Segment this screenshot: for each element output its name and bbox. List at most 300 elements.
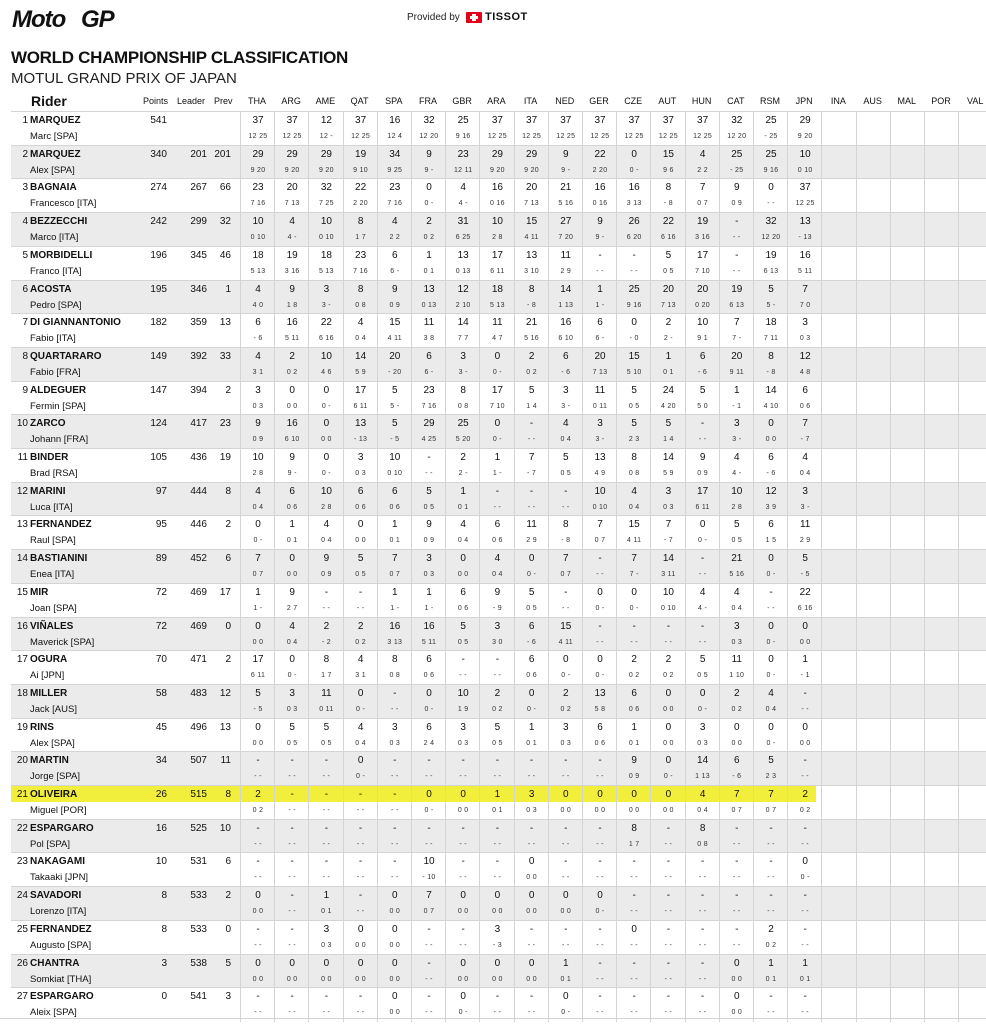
- race-split-points: - -: [391, 773, 399, 781]
- race-total-points: 16: [799, 249, 811, 261]
- race-cell-mal: [890, 584, 924, 618]
- race-split-points: 3 13: [626, 200, 642, 208]
- rider-gap-to-leader: 533: [190, 923, 207, 935]
- rider-gap-to-leader: 201: [190, 148, 207, 160]
- race-cell-por: [924, 247, 958, 281]
- race-total-points: 10: [491, 216, 503, 228]
- race-cell-por: [924, 146, 958, 180]
- race-cell-ame: [308, 887, 342, 921]
- rider-surname: DI GIANNANTONIO: [30, 317, 121, 329]
- row-position: 12: [16, 485, 28, 497]
- race-total-points: -: [427, 755, 431, 767]
- race-total-points: -: [735, 216, 739, 228]
- race-total-points: 2: [665, 317, 672, 329]
- race-cell-por: [924, 179, 958, 213]
- race-cell-ita: [514, 449, 548, 483]
- rider-points: 124: [150, 418, 167, 430]
- race-cell-aus: [856, 348, 890, 382]
- rider-points: 89: [155, 553, 167, 565]
- rider-gap-to-previous: 23: [219, 418, 231, 430]
- race-cell-ned: [548, 887, 582, 921]
- race-cell-spa: [377, 719, 411, 753]
- race-total-points: -: [666, 822, 671, 834]
- race-total-points: 8: [460, 384, 466, 396]
- race-cell-ara: [479, 887, 513, 921]
- race-cell-ned: [548, 752, 582, 786]
- race-total-points: 0: [528, 687, 535, 699]
- race-split-points: - -: [322, 807, 331, 814]
- race-split-points: 0 -: [595, 604, 605, 612]
- race-total-points: 37: [252, 115, 264, 126]
- race-total-points: 0: [460, 789, 466, 800]
- race-total-points: 4: [699, 586, 706, 598]
- race-total-points: 2: [289, 350, 295, 362]
- race-cell-ita: [514, 112, 548, 146]
- rider-surname: MARTIN: [30, 755, 69, 767]
- race-cell-hun: [685, 618, 719, 652]
- race-cell-qat: [343, 955, 377, 989]
- race-total-points: 10: [252, 452, 264, 463]
- race-cell-val: [958, 314, 986, 348]
- race-cell-ame: [308, 618, 342, 652]
- race-cell-rsm: [753, 314, 787, 348]
- race-cell-ara: [479, 179, 513, 213]
- race-cell-ara: [479, 213, 513, 247]
- race-total-points: 3: [494, 923, 501, 935]
- race-cell-arg: [274, 483, 308, 517]
- race-total-points: 10: [320, 350, 332, 362]
- race-split-points: 0 0: [252, 908, 264, 916]
- race-split-points: 12 25: [624, 133, 644, 140]
- race-cell-ita: [514, 955, 548, 989]
- race-cell-ger: [582, 179, 616, 213]
- rider-surname: SAVADORI: [30, 890, 82, 902]
- race-total-points: -: [700, 957, 705, 969]
- race-split-points: 4 20: [660, 402, 676, 410]
- race-split-points: 0 2: [628, 672, 640, 680]
- race-cell-cze: [616, 820, 650, 854]
- race-split-points: - -: [391, 874, 399, 882]
- race-cell-ina: [821, 786, 855, 820]
- race-cell-por: [924, 820, 958, 854]
- race-split-points: 7 13: [524, 200, 539, 208]
- race-split-points: 0 4: [560, 436, 572, 444]
- race-total-points: 3: [528, 789, 535, 800]
- race-split-points: 0 0: [663, 705, 674, 713]
- race-total-points: 9: [494, 586, 501, 598]
- race-cell-ara: [479, 483, 513, 517]
- race-split-points: 0 0: [526, 975, 537, 983]
- race-total-points: -: [393, 789, 397, 800]
- race-total-points: -: [735, 856, 739, 868]
- race-split-points: - -: [493, 1009, 502, 1017]
- race-cell-arg: [274, 955, 308, 989]
- race-total-points: 4: [357, 654, 364, 666]
- race-cell-tha: [240, 921, 274, 955]
- race-cell-fra: [411, 483, 445, 517]
- race-cell-ned: [548, 247, 582, 281]
- race-split-points: 0 -: [766, 638, 776, 646]
- race-cell-jpn: [787, 988, 821, 1022]
- race-cell-gbr: [445, 853, 479, 887]
- race-total-points: -: [735, 923, 739, 935]
- race-split-points: - -: [801, 1009, 809, 1017]
- race-cell-ina: [821, 584, 855, 618]
- race-cell-ger: [582, 415, 616, 449]
- race-cell-arg: [274, 618, 308, 652]
- race-split-points: 0 3: [389, 739, 401, 747]
- race-split-points: - -: [562, 840, 570, 848]
- race-total-points: -: [564, 923, 568, 935]
- sponsor-logo: TISSOT: [485, 11, 528, 23]
- race-split-points: 0 20: [695, 301, 710, 309]
- race-split-points: - -: [493, 672, 502, 680]
- race-cell-cat: [719, 415, 753, 449]
- race-cell-gbr: [445, 516, 479, 550]
- race-total-points: 10: [662, 586, 674, 598]
- race-cell-ame: [308, 382, 342, 416]
- race-cell-ned: [548, 651, 582, 685]
- race-total-points: 37: [286, 115, 298, 126]
- row-position: 22: [16, 822, 28, 834]
- race-total-points: 5: [665, 249, 672, 261]
- race-cell-ara: [479, 853, 513, 887]
- race-total-points: 0: [665, 755, 672, 767]
- race-total-points: -: [564, 856, 568, 868]
- race-total-points: 0: [597, 789, 603, 800]
- race-cell-cze: [616, 853, 650, 887]
- race-total-points: -: [324, 586, 329, 598]
- race-cell-rsm: [753, 685, 787, 719]
- race-split-points: 0 6: [423, 672, 435, 680]
- race-total-points: 0: [734, 957, 740, 969]
- race-cell-jpn: [787, 955, 821, 989]
- race-cell-jpn: [787, 179, 821, 213]
- race-total-points: 5: [699, 384, 706, 396]
- race-total-points: 37: [697, 115, 709, 126]
- race-split-points: - -: [630, 941, 638, 949]
- race-split-points: 0 0: [663, 807, 674, 814]
- race-total-points: 29: [526, 148, 538, 160]
- race-split-points: 12 20: [727, 133, 747, 140]
- race-cell-ita: [514, 820, 548, 854]
- race-cell-ita: [514, 651, 548, 685]
- row-position: 2: [22, 148, 28, 160]
- race-total-points: 17: [491, 249, 503, 261]
- race-cell-ita: [514, 179, 548, 213]
- race-cell-fra: [411, 314, 445, 348]
- race-cell-aut: [650, 281, 684, 315]
- rider-gap-to-previous: 201: [214, 148, 231, 160]
- rider-gap-to-previous: 32: [219, 216, 231, 228]
- race-split-points: 0 2: [526, 368, 537, 376]
- race-cell-qat: [343, 618, 377, 652]
- race-split-points: 0 9: [628, 773, 640, 781]
- race-cell-ned: [548, 213, 582, 247]
- race-cell-gbr: [445, 651, 479, 685]
- race-split-points: 0 0: [252, 975, 264, 983]
- race-cell-tha: [240, 314, 274, 348]
- race-split-points: - 3: [492, 941, 502, 949]
- race-cell-ita: [514, 786, 548, 820]
- race-split-points: 0 5: [526, 604, 537, 612]
- race-total-points: 0: [357, 957, 364, 969]
- race-total-points: 0: [631, 789, 637, 800]
- race-split-points: 0 0: [457, 807, 469, 814]
- race-total-points: 23: [252, 182, 264, 194]
- race-cell-tha: [240, 955, 274, 989]
- race-split-points: 1 7: [321, 672, 332, 680]
- race-cell-fra: [411, 449, 445, 483]
- race-cell-ita: [514, 853, 548, 887]
- table-row: [11, 785, 986, 819]
- race-split-points: - -: [254, 941, 262, 949]
- race-split-points: - -: [630, 638, 638, 646]
- race-total-points: 9: [426, 148, 432, 160]
- race-cell-cat: [719, 179, 753, 213]
- race-split-points: 5 13: [318, 267, 334, 275]
- rider-points: 147: [150, 384, 167, 396]
- race-split-points: 4 10: [763, 402, 779, 410]
- race-total-points: -: [666, 856, 671, 868]
- race-split-points: 12 20: [419, 133, 439, 140]
- race-cell-rsm: [753, 516, 787, 550]
- race-split-points: - -: [596, 773, 604, 781]
- race-cell-cze: [616, 921, 650, 955]
- race-split-points: 12 25: [590, 133, 610, 140]
- race-cell-ina: [821, 516, 855, 550]
- race-cell-qat: [343, 179, 377, 213]
- race-total-points: 5: [494, 721, 501, 733]
- race-cell-arg: [274, 179, 308, 213]
- race-total-points: 5: [563, 452, 569, 463]
- race-total-points: 6: [255, 317, 261, 329]
- race-total-points: -: [290, 923, 294, 935]
- race-cell-cze: [616, 719, 650, 753]
- race-cell-fra: [411, 179, 445, 213]
- race-total-points: -: [598, 923, 602, 935]
- race-split-points: 9 11: [729, 368, 744, 376]
- race-cell-jpn: [787, 786, 821, 820]
- race-total-points: -: [666, 620, 671, 632]
- race-cell-aus: [856, 651, 890, 685]
- race-total-points: 0: [255, 890, 261, 902]
- race-split-points: 6 11: [353, 402, 368, 410]
- race-total-points: 2: [426, 216, 432, 228]
- race-split-points: 0 -: [629, 166, 639, 174]
- race-split-points: 3 -: [732, 436, 742, 444]
- race-cell-gbr: [445, 584, 479, 618]
- race-cell-val: [958, 449, 986, 483]
- race-total-points: -: [769, 856, 773, 868]
- race-split-points: - 13: [353, 436, 368, 444]
- race-cell-aut: [650, 853, 684, 887]
- race-cell-cat: [719, 651, 753, 685]
- race-split-points: 5 -: [390, 402, 400, 410]
- race-total-points: 0: [768, 654, 774, 666]
- race-cell-val: [958, 752, 986, 786]
- race-total-points: -: [256, 755, 260, 767]
- table-row: [11, 987, 986, 1021]
- race-cell-aut: [650, 887, 684, 921]
- race-split-points: - 6: [732, 773, 742, 781]
- race-total-points: 0: [665, 721, 672, 733]
- race-cell-qat: [343, 415, 377, 449]
- race-cell-aut: [650, 820, 684, 854]
- rider-points: 72: [155, 586, 167, 598]
- rider-surname: MORBIDELLI: [30, 249, 93, 261]
- race-split-points: 0 1: [628, 739, 640, 747]
- race-cell-mal: [890, 786, 924, 820]
- race-total-points: -: [803, 687, 807, 699]
- race-cell-ara: [479, 516, 513, 550]
- race-cell-rsm: [753, 550, 787, 584]
- race-cell-cze: [616, 887, 650, 921]
- race-cell-spa: [377, 415, 411, 449]
- race-cell-spa: [377, 584, 411, 618]
- rider-points: 16: [155, 822, 167, 834]
- rider-gap-to-leader: 538: [190, 957, 207, 969]
- race-split-points: 0 6: [594, 739, 606, 747]
- race-cell-ara: [479, 955, 513, 989]
- race-split-points: 0 7: [560, 571, 572, 579]
- race-split-points: 0 -: [595, 908, 605, 916]
- race-split-points: 0 4: [697, 807, 708, 814]
- race-split-points: 0 7: [423, 908, 435, 916]
- race-cell-mal: [890, 516, 924, 550]
- race-total-points: 21: [560, 182, 572, 194]
- race-split-points: 1 7: [628, 840, 640, 848]
- race-split-points: 0 4: [628, 503, 640, 511]
- race-split-points: - -: [767, 840, 775, 848]
- race-split-points: - -: [322, 840, 331, 848]
- race-split-points: 0 0: [457, 908, 469, 916]
- race-split-points: 0 10: [387, 470, 403, 477]
- race-split-points: 0 9: [697, 470, 708, 477]
- rider-gap-to-leader: 345: [190, 249, 207, 261]
- race-cell-arg: [274, 382, 308, 416]
- race-split-points: 6 16: [797, 604, 813, 612]
- race-cell-tha: [240, 112, 274, 146]
- race-cell-aus: [856, 618, 890, 652]
- race-split-points: 0 3: [457, 739, 469, 747]
- race-split-points: 0 0: [389, 908, 401, 916]
- race-total-points: 6: [426, 721, 432, 733]
- race-cell-hun: [685, 955, 719, 989]
- race-total-points: 3: [802, 317, 808, 329]
- column-header-qat: QAT: [350, 96, 369, 106]
- race-total-points: 1: [426, 249, 432, 261]
- race-split-points: 5 11: [285, 335, 300, 343]
- race-total-points: 5: [392, 418, 398, 430]
- race-total-points: 17: [252, 654, 264, 666]
- race-cell-ina: [821, 314, 855, 348]
- race-total-points: -: [700, 923, 705, 935]
- race-total-points: 0: [255, 519, 261, 531]
- race-total-points: 4: [768, 687, 774, 699]
- race-total-points: 23: [389, 182, 401, 194]
- race-cell-cat: [719, 112, 753, 146]
- race-cell-ger: [582, 550, 616, 584]
- race-cell-arg: [274, 685, 308, 719]
- race-cell-mal: [890, 146, 924, 180]
- race-total-points: 20: [286, 182, 298, 194]
- rider-firstname-country: Alex [SPA]: [30, 164, 75, 176]
- race-split-points: - -: [596, 840, 604, 848]
- race-total-points: 20: [594, 350, 606, 362]
- race-cell-tha: [240, 685, 274, 719]
- race-cell-ara: [479, 988, 513, 1022]
- race-split-points: - -: [698, 874, 707, 882]
- race-cell-cze: [616, 348, 650, 382]
- rider-gap-to-leader: 392: [190, 350, 207, 362]
- race-cell-ger: [582, 281, 616, 315]
- race-total-points: -: [564, 485, 568, 497]
- race-cell-ina: [821, 853, 855, 887]
- race-split-points: 2 8: [252, 470, 264, 477]
- race-cell-ned: [548, 955, 582, 989]
- race-split-points: - -: [733, 840, 741, 848]
- race-cell-ita: [514, 550, 548, 584]
- race-total-points: -: [769, 890, 773, 902]
- race-cell-mal: [890, 483, 924, 517]
- race-split-points: 0 0: [731, 739, 743, 747]
- race-cell-por: [924, 651, 958, 685]
- race-total-points: 0: [426, 182, 432, 194]
- race-cell-rsm: [753, 887, 787, 921]
- race-split-points: 5 16: [558, 200, 574, 208]
- race-cell-hun: [685, 853, 719, 887]
- race-total-points: 1: [323, 890, 330, 902]
- race-split-points: 0 1: [663, 368, 674, 376]
- race-total-points: -: [495, 755, 500, 767]
- rider-gap-to-previous: 12: [219, 687, 231, 699]
- race-cell-ita: [514, 719, 548, 753]
- race-cell-ame: [308, 516, 342, 550]
- race-cell-val: [958, 550, 986, 584]
- race-cell-ame: [308, 483, 342, 517]
- race-cell-cat: [719, 348, 753, 382]
- race-split-points: - -: [733, 941, 741, 949]
- race-split-points: - -: [664, 941, 673, 949]
- race-split-points: - -: [698, 975, 707, 983]
- race-cell-tha: [240, 281, 274, 315]
- race-split-points: 0 -: [800, 874, 810, 882]
- race-total-points: 19: [697, 216, 709, 228]
- rider-gap-to-previous: 2: [225, 519, 231, 531]
- race-total-points: 10: [252, 216, 264, 228]
- race-cell-mal: [890, 651, 924, 685]
- race-split-points: 0 1: [321, 908, 332, 916]
- race-cell-ita: [514, 584, 548, 618]
- race-split-points: - -: [596, 975, 604, 983]
- race-total-points: 4: [357, 317, 364, 329]
- race-cell-ger: [582, 820, 616, 854]
- rider-firstname-country: Jorge [SPA]: [30, 771, 80, 783]
- rider-surname: RINS: [30, 721, 54, 733]
- race-total-points: 8: [392, 654, 398, 666]
- race-total-points: 17: [697, 485, 709, 497]
- race-total-points: 0: [528, 957, 535, 969]
- race-total-points: -: [598, 957, 602, 969]
- race-split-points: - 9: [492, 604, 502, 612]
- race-split-points: 9 20: [797, 133, 813, 140]
- race-cell-ina: [821, 415, 855, 449]
- race-total-points: 0: [494, 890, 501, 902]
- race-cell-tha: [240, 820, 274, 854]
- race-total-points: 22: [662, 216, 674, 228]
- race-cell-jpn: [787, 483, 821, 517]
